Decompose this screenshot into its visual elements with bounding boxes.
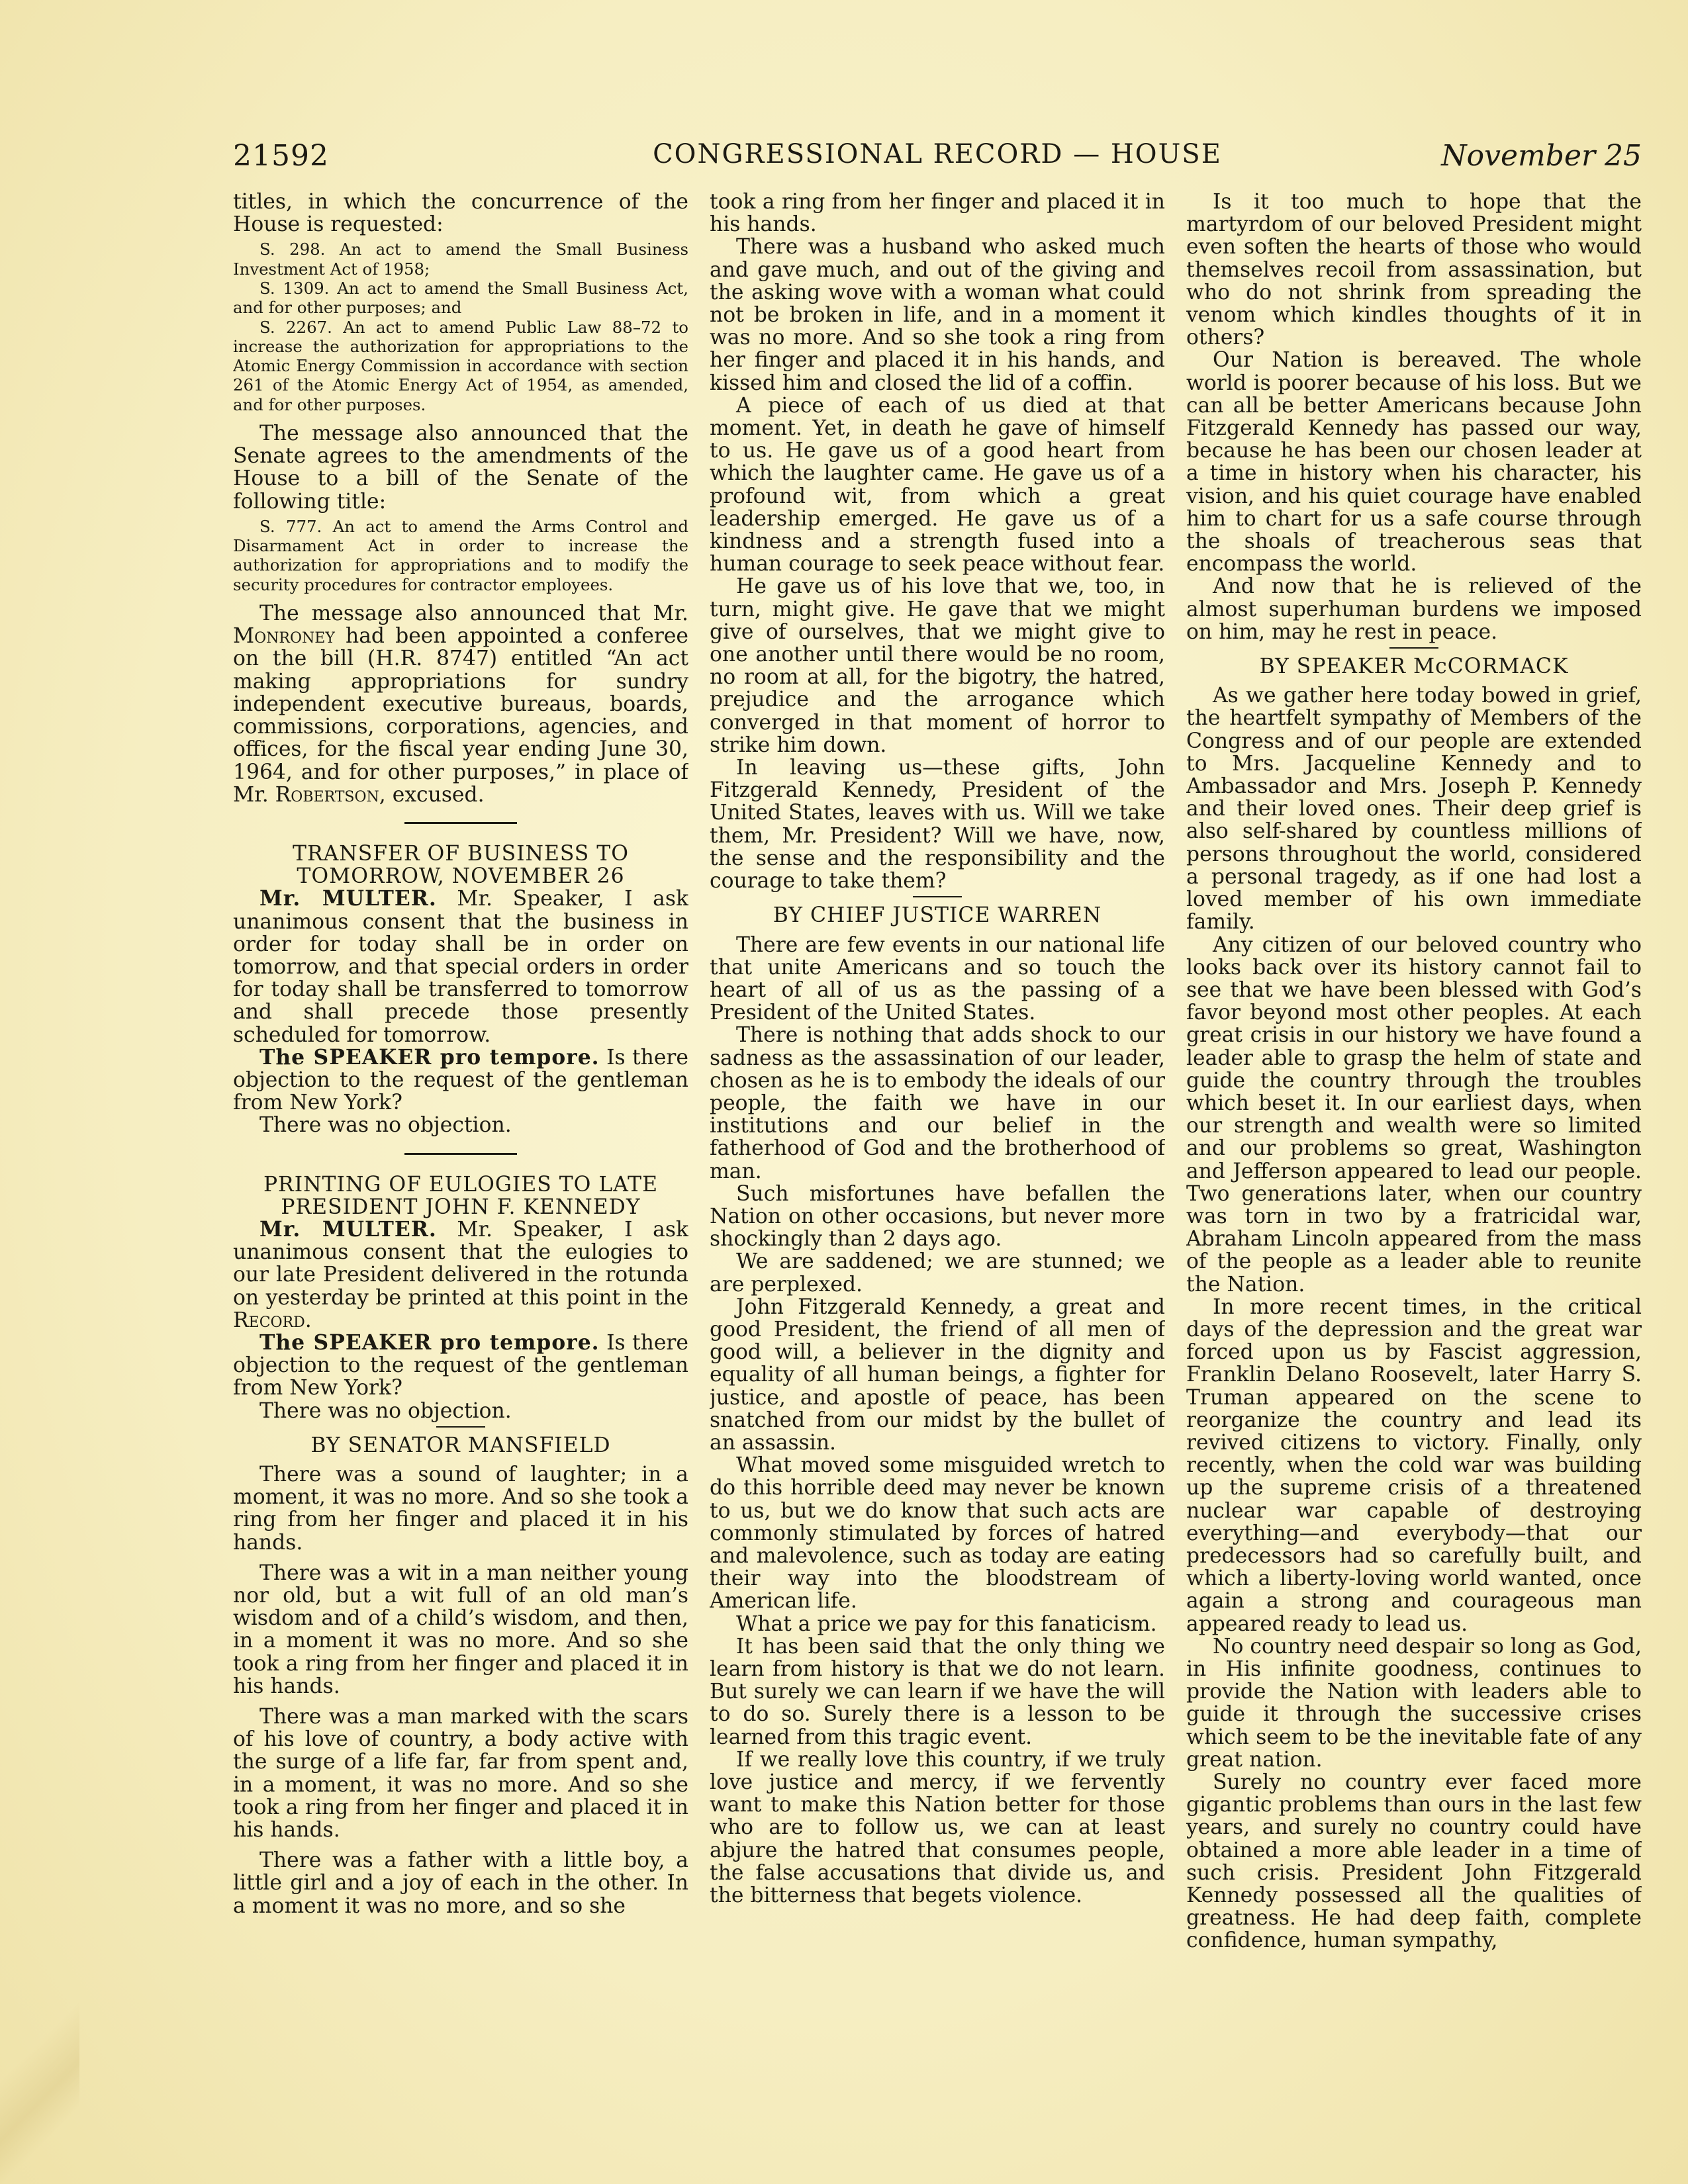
issue-date: November 25 <box>1441 139 1642 173</box>
paragraph: A piece of each of us died at that moment. Yet, in death he gave of himself to us. He gave us of a good heart from which the laughter came. He gave us of a profound wit, from which a great leadership emerged. He gave us of a kindness and a strength fused into a human courage to seek peace without fear. <box>710 393 1165 576</box>
section-heading: TRANSFER OF BUSINESS TO TOMORROW, NOVEMBER 26 <box>293 841 629 889</box>
paragraph <box>233 1218 688 1332</box>
publication-title: CONGRESSIONAL RECORD — HOUSE <box>653 139 1222 169</box>
paragraph: If we really love this country, if we truly love justice and mercy, if we fervently want to make this Nation better for those who are to follow us, we can at least abjure the hatred that consumes people, the false accusations that divide us, and the bitterness that begets violence. <box>710 1747 1165 1908</box>
paragraph: Such misfortunes have befallen the Nation on other occasions, but never more shockingly than 2 days ago. <box>710 1181 1165 1251</box>
speaker-name: Mr. MULTER. <box>259 887 437 911</box>
paragraph: In leaving us—these gifts, John Fitzgerald Kennedy, President of the United States, leaves with us. Will we take them, Mr. President? Will we have, now, the sense and the responsibility and the courage to take them? <box>710 756 1165 893</box>
speaker-name: Mr. MULTER. <box>259 1217 437 1242</box>
page-number: 21592 <box>233 139 329 173</box>
text-run: had been appointed a conferee on the bill (H.R. 8747) entitled “An act making appropriations for sundry independent executive bureaus, boards, commissions, corporations, agencies, and offices, for the fiscal year ending June 30, 1964, and for other purposes,” in place of Mr. <box>233 624 688 807</box>
bill-entry: S. 298. An act to amend the Small Business Investment Act of 1958; <box>233 240 688 279</box>
text-run: Is there objection to the request of the gentleman from New York? <box>233 1045 688 1115</box>
text-run: The message also announced that Mr. <box>259 602 688 626</box>
paragraph: There was no objection. <box>259 1398 512 1423</box>
text-run: Mr. Speaker, I ask unanimous consent that the business in order for today shall be in order on tomorrow, and that special orders in order for today shall be transferred to tomorrow and shall precede those presently scheduled for tomorrow. <box>233 887 688 1047</box>
paragraph: It has been said that the only thing we learn from history is that we do not learn. But surely we can learn if we have the will to do so. Surely there is a lesson to be learned from this tragic event. <box>710 1634 1165 1749</box>
member-name: Monroney <box>233 624 335 649</box>
paragraph: took a ring from her finger and placed it in his hands. <box>710 191 1165 237</box>
section-divider <box>436 1426 485 1428</box>
section-divider <box>1389 647 1438 649</box>
paragraph: titles, in which the concurrence of the House is requested: <box>233 191 688 237</box>
paragraph: There was no objection. <box>259 1113 512 1138</box>
paragraph: There was a man marked with the scars of his love of country, a body active with the surge of a life far, far from spent and, in a moment, it was no more. And so she took a ring from her finger and placed it in his hands. <box>233 1705 688 1843</box>
paragraph <box>233 887 688 1046</box>
paragraph: There was a father with a little boy, a little girl and a joy of each in the other. In a moment it was no more, and so she <box>233 1848 688 1918</box>
paragraph: Is it too much to hope that the martyrdom of our beloved President might even soften the hearts of those who would themselves recoil from assassination, but who do not shrink from spreading the venom which kindles thoughts of it in others? <box>1186 191 1642 350</box>
paragraph: No country need despair so long as God, in His infinite goodness, continues to provide the Nation with leaders able to guide it through the successive crises which seem to be the inevitable fate of any great nation. <box>1186 1634 1642 1772</box>
paragraph: In more recent times, in the critical days of the depression and the great war forced upon us by Fascist aggression, Franklin Delano Roosevelt, later Harry S. Truman appeared on the scene to reorganize the country and lead its revived citizens to victory. Finally, only recently, when the cold war was building up the supreme crisis of a threatened nuclear war capable of destroying everything—and everybody—that our predecessors had so carefully built, and which a liberty-loving world wanted, once again a strong and courageous man appeared ready to lead us. <box>1186 1295 1642 1636</box>
section-divider <box>913 896 962 897</box>
text-run: . <box>305 1308 312 1332</box>
paragraph: Our Nation is bereaved. The whole world is poorer because of his loss. But we can all be better Americans because John Fitzgerald Kennedy has passed our way, because he has been our chosen leader at a time in history when his character, his vision, and his quiet courage have enabled him to chart for us a safe course through the shoals of treacherous seas that encompass the world. <box>1186 348 1642 576</box>
paragraph <box>233 1332 688 1400</box>
paragraph: There was a sound of laughter; in a moment, it was no more. And so she took a ring from her finger and placed it in his hands. <box>233 1462 688 1555</box>
paragraph: He gave us of his love that we, too, in turn, might give. He gave that we might give of ourselves, that we might give to one another until there would be no room, no room at all, for the bigotry, the hatred, prejudice and the arrogance which converged in that moment of horror to strike him down. <box>710 574 1165 757</box>
paper-fold-shadow <box>0 1959 79 2184</box>
column-3 <box>1186 191 1642 2044</box>
section-divider <box>404 1153 517 1155</box>
text-run: Is there objection to the request of the gentleman from New York? <box>233 1330 688 1400</box>
member-name: Robertson <box>275 782 379 807</box>
paragraph: There is nothing that adds shock to our sadness as the assassination of our leader, chosen as he is to embody the ideals of our people, the faith we have in our institutions and our belief in the fatherhood of God and the brotherhood of man. <box>710 1023 1165 1183</box>
column-2 <box>710 191 1165 2044</box>
paragraph: John Fitzgerald Kennedy, a great and good President, the friend of all men of good will, a believer in the dignity and equality of all human beings, a fighter for justice, and apostle of peace, has been snatched from our midst by the bullet of an assassin. <box>710 1295 1165 1455</box>
text-run: Mr. Speaker, I ask unanimous consent that the eulogies to our late President delivered in the rotunda on yesterday be printed at this point in the <box>233 1217 688 1310</box>
section-heading: PRINTING OF EULOGIES TO LATE PRESIDENT JOHN F. KENNEDY <box>263 1172 659 1219</box>
column-1 <box>233 191 688 2044</box>
record-ref: Record <box>233 1308 305 1332</box>
bill-entry: S. 777. An act to amend the Arms Control and Disarmament Act in order to increase the authorization for appropriations and to modify the security procedures for contractor employees. <box>233 516 688 594</box>
section-heading: BY SPEAKER McCORMACK <box>1259 655 1569 679</box>
text-run: , excused. <box>379 782 485 807</box>
section-divider <box>404 822 517 824</box>
paragraph: Any citizen of our beloved country who looks back over its history cannot fail to see that we have been blessed with God’s favor beyond most other peoples. At each great crisis in our history we have found a leader able to grasp the helm of state and guide the country through the troubles which beset it. In our earliest days, when our strength and wealth were so limited and our problems so great, Washington and Jefferson appeared to lead our people. Two generations later, when our country was torn in two by a fratricidal war, Abraham Lincoln appeared from the mass of the people as a leader able to reunite the Nation. <box>1186 933 1642 1297</box>
speaker-name: The SPEAKER pro tempore. <box>259 1330 600 1355</box>
paragraph: There are few events in our national life that unite Americans and so touch the heart of all of us as the passing of a President of the United States. <box>710 933 1165 1025</box>
paragraph: What a price we pay for this fanaticism. <box>736 1612 1157 1636</box>
paragraph <box>233 1046 688 1115</box>
paragraph: The message also announced that the Senate agrees to the amendments of the House to a bill of the Senate of the following title: <box>233 422 688 514</box>
paragraph: There was a wit in a man neither young nor old, but a wit full of an old man’s wisdom and of a child’s wisdom, and then, in a moment it was no more. And so she took a ring from her finger and placed it in his hands. <box>233 1561 688 1698</box>
page-header <box>233 139 1642 179</box>
bill-entry: S. 1309. An act to amend the Small Business Act, and for other purposes; and <box>233 279 688 318</box>
paragraph: Surely no country ever faced more gigantic problems than ours in the last few years, and surely no country could have obtained a more able leader in a time of such crisis. President John Fitzgerald Kennedy possessed all the qualities of greatness. He had deep faith, complete confidence, human sympathy, <box>1186 1770 1642 1953</box>
paragraph: As we gather here today bowed in grief, the heartfelt sympathy of Members of the Congress and of our people are extended to Mrs. Jacqueline Kennedy and to Ambassador and Mrs. Joseph P. Kennedy and their loved ones. Their deep grief is also self-shared by countless millions of persons throughout the world, considered a personal tragedy, as if one had lost a loved member of his own immediate family. <box>1186 684 1642 934</box>
speaker-name: The SPEAKER pro tempore. <box>259 1045 600 1069</box>
section-heading: BY SENATOR MANSFIELD <box>310 1433 611 1457</box>
paragraph <box>233 602 688 806</box>
bill-entry: S. 2267. An act to amend Public Law 88–72 to increase the authorization for appropriations to the Atomic Energy Commission in accordance with section 261 of the Atomic Energy Act of 1954, as amended, and for other purposes. <box>233 317 688 414</box>
section-heading: BY CHIEF JUSTICE WARREN <box>773 903 1102 928</box>
paragraph: There was a husband who asked much and gave much, and out of the giving and the asking wove with a woman what could not be broken in life, and in a moment it was no more. And so she took a ring from her finger and placed it in his hands, and kissed him and closed the lid of a coffin. <box>710 235 1165 395</box>
paragraph: And now that he is relieved of the almost superhuman burdens we imposed on him, may he rest in peace. <box>1186 574 1642 644</box>
paragraph: We are saddened; we are stunned; we are perplexed. <box>710 1250 1165 1297</box>
paragraph: What moved some misguided wretch to do this horrible deed may never be known to us, but we do know that such acts are commonly stimulated by forces of hatred and malevolence, such as today are eating their way into the bloodstream of American life. <box>710 1453 1165 1614</box>
